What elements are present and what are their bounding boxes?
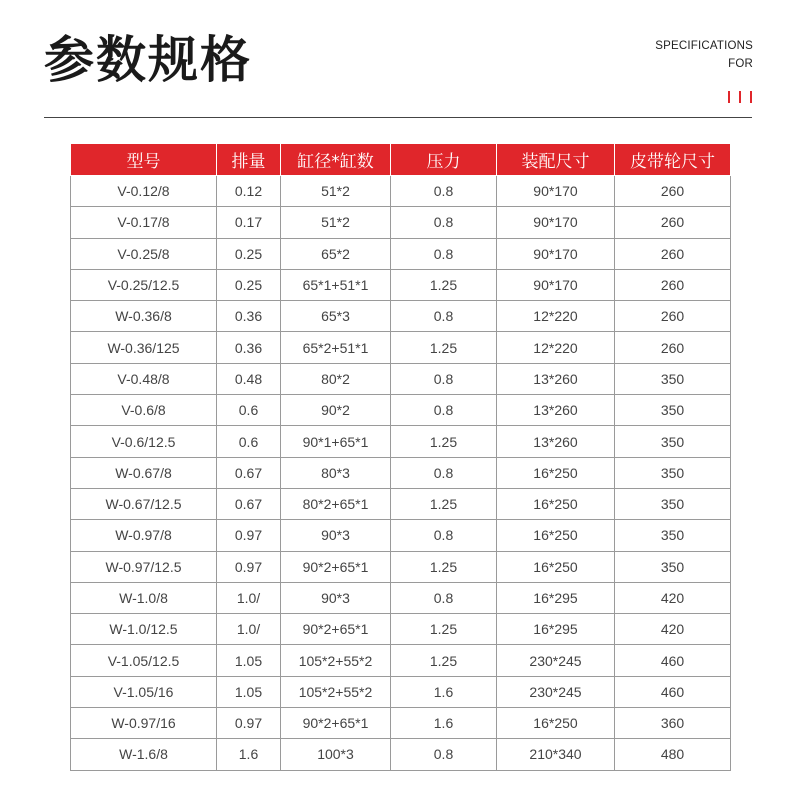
- pressure-cell: 0.8: [391, 395, 497, 426]
- displacement-cell: 0.48: [217, 363, 281, 394]
- pressure-cell: 1.25: [391, 426, 497, 457]
- displacement-cell: 1.0/: [217, 582, 281, 613]
- displacement-cell: 0.6: [217, 395, 281, 426]
- pressure-cell: 0.8: [391, 301, 497, 332]
- table-row: [71, 269, 731, 300]
- pulley-size-cell: 260: [615, 332, 731, 363]
- displacement-cell: 0.97: [217, 551, 281, 582]
- table-row: [71, 176, 731, 207]
- spec-table: [70, 143, 731, 771]
- assembly-size-cell: 90*170: [497, 269, 615, 300]
- table-row: [71, 426, 731, 457]
- displacement-cell: 0.25: [217, 238, 281, 269]
- red-bar: [728, 91, 730, 103]
- pulley-size-cell: 460: [615, 645, 731, 676]
- pressure-cell: 1.6: [391, 676, 497, 707]
- bore-cylinders-cell: 100*3: [281, 739, 391, 770]
- column-header-model: 型号: [71, 144, 217, 176]
- pressure-cell: 0.8: [391, 457, 497, 488]
- displacement-cell: 1.0/: [217, 614, 281, 645]
- red-bars-decoration: [728, 91, 752, 103]
- model-cell: V-0.6/12.5: [71, 426, 217, 457]
- pressure-cell: 0.8: [391, 207, 497, 238]
- model-cell: W-0.36/8: [71, 301, 217, 332]
- bore-cylinders-cell: 80*2+65*1: [281, 488, 391, 519]
- bore-cylinders-cell: 90*2+65*1: [281, 551, 391, 582]
- assembly-size-cell: 16*250: [497, 488, 615, 519]
- page-title: 参数规格: [44, 31, 252, 89]
- column-header-bore-cylinders: 缸径*缸数: [281, 144, 391, 176]
- assembly-size-cell: 230*245: [497, 676, 615, 707]
- bore-cylinders-cell: 90*2: [281, 395, 391, 426]
- bore-cylinders-cell: 65*2+51*1: [281, 332, 391, 363]
- assembly-size-cell: 90*170: [497, 238, 615, 269]
- displacement-cell: 0.17: [217, 207, 281, 238]
- assembly-size-cell: 12*220: [497, 301, 615, 332]
- bore-cylinders-cell: 90*3: [281, 582, 391, 613]
- table-row: [71, 488, 731, 519]
- table-row: [71, 238, 731, 269]
- table-row: [71, 645, 731, 676]
- table-row: [71, 363, 731, 394]
- pressure-cell: 1.25: [391, 645, 497, 676]
- table-row: [71, 520, 731, 551]
- pulley-size-cell: 350: [615, 395, 731, 426]
- assembly-size-cell: 16*250: [497, 708, 615, 739]
- pulley-size-cell: 260: [615, 207, 731, 238]
- pressure-cell: 0.8: [391, 363, 497, 394]
- bore-cylinders-cell: 105*2+55*2: [281, 676, 391, 707]
- model-cell: V-0.25/8: [71, 238, 217, 269]
- pressure-cell: 0.8: [391, 739, 497, 770]
- column-header-pressure: 压力: [391, 144, 497, 176]
- table-header-row: [71, 144, 731, 176]
- model-cell: W-1.0/12.5: [71, 614, 217, 645]
- table-row: [71, 332, 731, 363]
- table-row: [71, 614, 731, 645]
- model-cell: W-0.67/12.5: [71, 488, 217, 519]
- assembly-size-cell: 16*250: [497, 551, 615, 582]
- displacement-cell: 0.12: [217, 176, 281, 207]
- pulley-size-cell: 260: [615, 301, 731, 332]
- pulley-size-cell: 480: [615, 739, 731, 770]
- bore-cylinders-cell: 90*2+65*1: [281, 614, 391, 645]
- model-cell: V-0.6/8: [71, 395, 217, 426]
- pulley-size-cell: 460: [615, 676, 731, 707]
- bore-cylinders-cell: 80*3: [281, 457, 391, 488]
- pressure-cell: 1.25: [391, 551, 497, 582]
- table-row: [71, 708, 731, 739]
- model-cell: V-0.17/8: [71, 207, 217, 238]
- bore-cylinders-cell: 90*2+65*1: [281, 708, 391, 739]
- model-cell: V-0.12/8: [71, 176, 217, 207]
- displacement-cell: 0.97: [217, 708, 281, 739]
- model-cell: V-1.05/16: [71, 676, 217, 707]
- column-header-pulley-size: 皮带轮尺寸: [615, 144, 731, 176]
- displacement-cell: 1.6: [217, 739, 281, 770]
- specifications-caption: [655, 37, 753, 73]
- pulley-size-cell: 350: [615, 520, 731, 551]
- displacement-cell: 0.36: [217, 301, 281, 332]
- pressure-cell: 1.25: [391, 332, 497, 363]
- assembly-size-cell: 13*260: [497, 395, 615, 426]
- pressure-cell: 0.8: [391, 238, 497, 269]
- pressure-cell: 0.8: [391, 520, 497, 551]
- assembly-size-cell: 230*245: [497, 645, 615, 676]
- model-cell: V-0.48/8: [71, 363, 217, 394]
- pulley-size-cell: 350: [615, 457, 731, 488]
- header-divider: [44, 117, 752, 118]
- table-row: [71, 582, 731, 613]
- model-cell: W-0.97/8: [71, 520, 217, 551]
- pulley-size-cell: 260: [615, 176, 731, 207]
- model-cell: W-0.97/16: [71, 708, 217, 739]
- pulley-size-cell: 420: [615, 582, 731, 613]
- column-header-assembly-size: 装配尺寸: [497, 144, 615, 176]
- displacement-cell: 1.05: [217, 676, 281, 707]
- assembly-size-cell: 210*340: [497, 739, 615, 770]
- bore-cylinders-cell: 105*2+55*2: [281, 645, 391, 676]
- table-row: [71, 457, 731, 488]
- table-row: [71, 551, 731, 582]
- pulley-size-cell: 350: [615, 488, 731, 519]
- bore-cylinders-cell: 90*3: [281, 520, 391, 551]
- pulley-size-cell: 350: [615, 551, 731, 582]
- specifications-line-1: SPECIFICATIONS: [655, 40, 753, 52]
- bore-cylinders-cell: 65*1+51*1: [281, 269, 391, 300]
- table-body: [71, 176, 731, 771]
- displacement-cell: 1.05: [217, 645, 281, 676]
- pressure-cell: 0.8: [391, 582, 497, 613]
- displacement-cell: 0.36: [217, 332, 281, 363]
- assembly-size-cell: 16*295: [497, 614, 615, 645]
- assembly-size-cell: 16*250: [497, 457, 615, 488]
- red-bar: [739, 91, 741, 103]
- model-cell: W-1.6/8: [71, 739, 217, 770]
- model-cell: W-1.0/8: [71, 582, 217, 613]
- model-cell: W-0.36/125: [71, 332, 217, 363]
- bore-cylinders-cell: 51*2: [281, 176, 391, 207]
- assembly-size-cell: 16*250: [497, 520, 615, 551]
- model-cell: W-0.67/8: [71, 457, 217, 488]
- assembly-size-cell: 16*295: [497, 582, 615, 613]
- assembly-size-cell: 12*220: [497, 332, 615, 363]
- assembly-size-cell: 90*170: [497, 207, 615, 238]
- table-row: [71, 207, 731, 238]
- pulley-size-cell: 360: [615, 708, 731, 739]
- column-header-displacement: 排量: [217, 144, 281, 176]
- assembly-size-cell: 13*260: [497, 426, 615, 457]
- pulley-size-cell: 350: [615, 426, 731, 457]
- table-row: [71, 395, 731, 426]
- model-cell: V-1.05/12.5: [71, 645, 217, 676]
- displacement-cell: 0.67: [217, 488, 281, 519]
- bore-cylinders-cell: 90*1+65*1: [281, 426, 391, 457]
- pressure-cell: 1.25: [391, 488, 497, 519]
- displacement-cell: 0.67: [217, 457, 281, 488]
- red-bar: [750, 91, 752, 103]
- specifications-line-2: FOR: [728, 58, 753, 70]
- model-cell: W-0.97/12.5: [71, 551, 217, 582]
- displacement-cell: 0.97: [217, 520, 281, 551]
- displacement-cell: 0.6: [217, 426, 281, 457]
- pressure-cell: 1.25: [391, 614, 497, 645]
- table-row: [71, 676, 731, 707]
- bore-cylinders-cell: 80*2: [281, 363, 391, 394]
- pressure-cell: 1.6: [391, 708, 497, 739]
- model-cell: V-0.25/12.5: [71, 269, 217, 300]
- bore-cylinders-cell: 65*2: [281, 238, 391, 269]
- pressure-cell: 1.25: [391, 269, 497, 300]
- pulley-size-cell: 260: [615, 269, 731, 300]
- table-row: [71, 301, 731, 332]
- bore-cylinders-cell: 51*2: [281, 207, 391, 238]
- displacement-cell: 0.25: [217, 269, 281, 300]
- pulley-size-cell: 260: [615, 238, 731, 269]
- bore-cylinders-cell: 65*3: [281, 301, 391, 332]
- pulley-size-cell: 420: [615, 614, 731, 645]
- assembly-size-cell: 90*170: [497, 176, 615, 207]
- pulley-size-cell: 350: [615, 363, 731, 394]
- pressure-cell: 0.8: [391, 176, 497, 207]
- assembly-size-cell: 13*260: [497, 363, 615, 394]
- table-row: [71, 739, 731, 770]
